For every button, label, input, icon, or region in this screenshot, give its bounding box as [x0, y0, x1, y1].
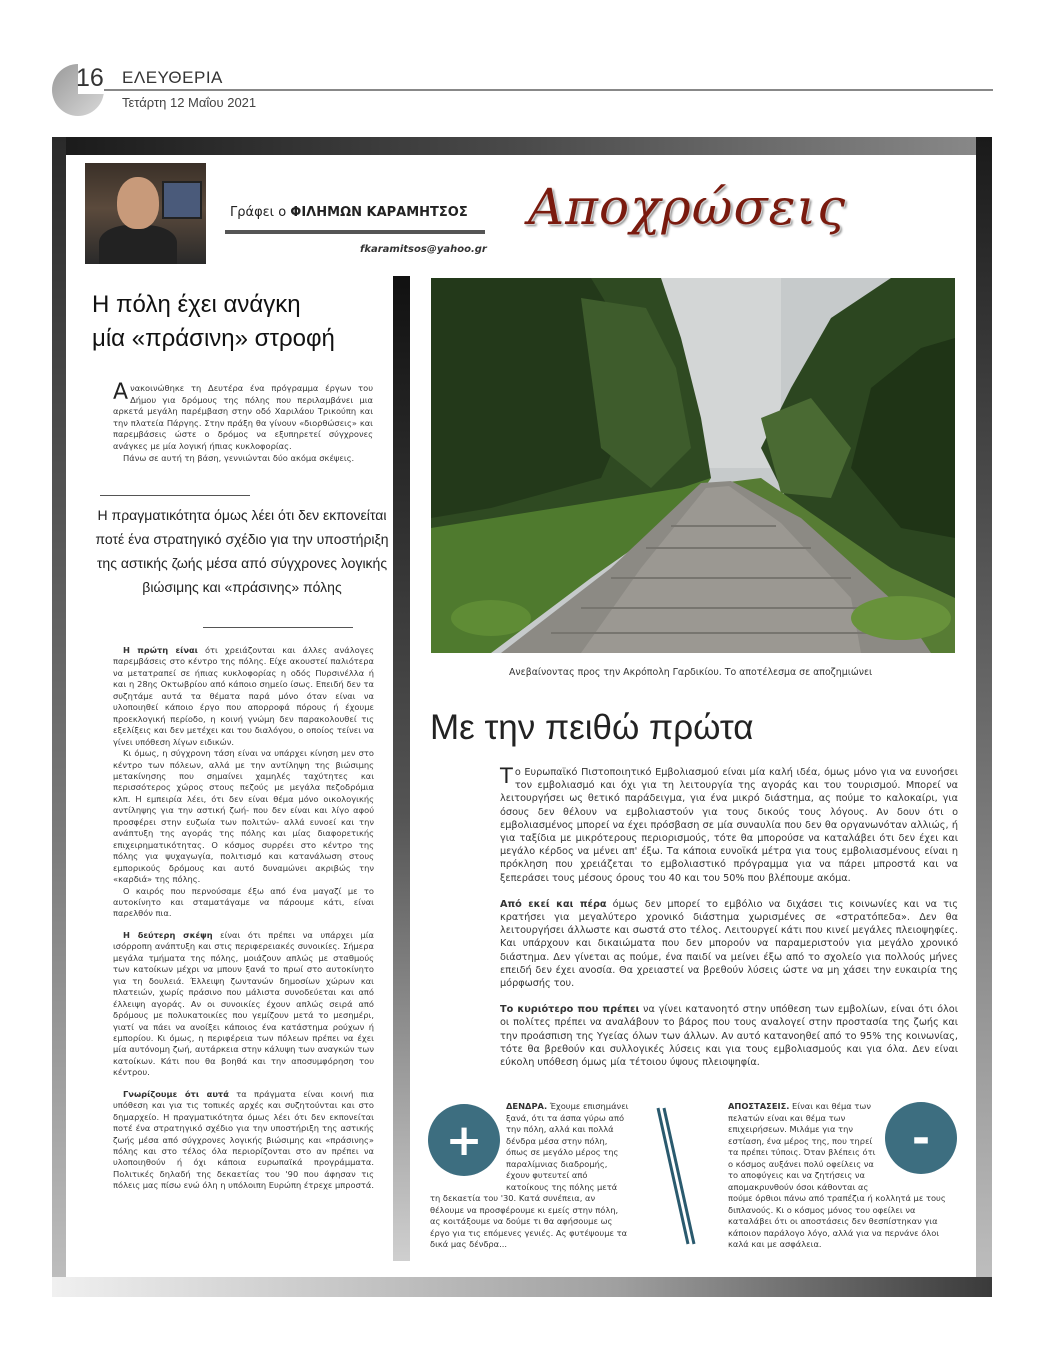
plus-box-text: ΔΕΝΔΡΑ. Έχουμε επισημάνει ξανά, ότι τα άσπα γύρω από την πόλη, αλλά και πολλά δένδρα μέσα στην πόλη, όπως σε μεγάλο μέρος της παραλίμνιας διαδρομής, έχουν φυτευτεί από κατοίκους της πόλης μετά τη δεκαετία του '30. Κατά συνέπεια, αν θέλουμε να προσφέρουμε κι εμείς στην πόλη, ας κοιτάξουμε να δούμε τι θα αφήσουμε ως έργο για τις επόμενες γενιές. Ας φυτέψουμε τα δικά μας δένδρα... — [430, 1101, 629, 1249]
slash-divider-icon — [656, 1106, 696, 1250]
byline-prefix: Γράφει ο — [230, 205, 287, 220]
column-logo: Αποχρώσεις — [528, 178, 847, 236]
author-byline — [230, 205, 468, 220]
author-name: ΦΙΛΗΜΩΝ ΚΑΡΑΜΗΤΣΟΣ — [290, 205, 468, 220]
plus-icon: + — [428, 1104, 500, 1176]
pullquote-rule-top — [100, 495, 250, 496]
frame-left-bar — [52, 137, 66, 1297]
header-rule — [104, 89, 993, 91]
page-number: 16 — [76, 64, 104, 92]
dropcap: Α — [113, 380, 129, 405]
left-article-title: Η πόλη έχει ανάγκη μία «πράσινη» στροφή — [92, 291, 335, 352]
right-article-body: Το Ευρωπαϊκό Πιστοποιητικό Εμβολιασμού είναι μία καλή ιδέα, όμως μόνο για να ευνοήσει τον εμβολιασμό και όχι για τη λειτουργία της αγοράς και του τουρισμού. Μπορεί να λειτουργήσει ως θετικό παράδειγμα, για ένα μικρό διάστημα, ας πούμε το καλοκαίρι, για όσους δεν θέλουν να εμβολιαστούν για τους δικούς τους λόγους. Αν δουν ότι ο εμβολιασμένος μπορεί να έχει πρόσβαση σε μία συναυλία που δεν θα οργανωνόταν αλλιώς, ή για ταξίδια με μικρότερους περιορισμούς, τότε θα μπορούσε να καταλάβει ότι δεν έχει και μεγάλο κέρδος να μένει απ' έξω. Τα κάποια ευνοϊκά μέτρα για τους εμβολιασμένους είναι η πρόκληση που χρειάζεται το εμβολιαστικό πρόγραμμα για να πάρει μπροστά και να ξεπεράσει τους μέσους όρους του 40 και του 50% που βλέπουμε ακόμα. Από εκεί και πέρα όμως δεν μπορεί το εμβόλιο να διχάσει τις κοινωνίες και να τις κρατήσει για μεγαλύτερο χρονικό διάστημα χωρισμένες σε «στρατόπεδα». Δεν θα λειτουργήσει άλλωστε και σωστά στο τέλος. Λειτουργεί κάτι που κινεί μεγάλες πλειοψηφίες. Και υπάρχουν και δικαιώματα που δεν μπορούν να παραμεριστούν για μεγάλο χρονικό διάστημα. Δεν γίνεται ας πούμε, ένα παιδί να μείνει έξω από το σχολείο για πολλούς μήνες επειδή δεν έχει ανοσία. Θα χρειαστεί να βρεθούν λύσεις ώστε να μη χάσει την ευκαιρία της μόρφωσής του. Το κυριότερο που πρέπει να γίνει κατανοητό στην υπόθεση των εμβολίων, είναι ότι όλοι οι πολίτες πρέπει να αναλάβουν το βάρος που τους αναλογεί στην προστασία της ζωής και την προάσπιση της Υγείας όλων των άλλων. Αν αυτό κατανοηθεί από το 95% της κοινωνίας, τότε θα βρεθούν και συλλογικές λύσεις και για τους εμβολιασμούς και για όλα. Δεν είναι εύκολη υπόθεση όμως μία τέτοιου ύψους πλειοψηφία. — [500, 764, 958, 1069]
left-article-body: Η πρώτη είναι ότι χρειάζονται και άλλες ανάλογες παρεμβάσεις στο κέντρο της πόλης. Είχε ακουστεί παλιότερα να μετατραπεί σε ήπιας κυκλοφορίας η οδός Πυρσινέλλα ή και η 28ης Οκτωβρίου από κάποιο σημείο ίσως. Επειδή δεν τα συζητάμε αυτά τα θέματα παρά μόνο όταν είναι να υλοποιηθεί κάποιο έργο που απορροφά πόρους ή έχουμε προεκλογική περίοδο, η κοινή γνώμη δεν παρακολουθεί τις εξελίξεις και δεν μετέχει και του διαλόγου, ο οποίος τείνει να γίνει υπόθεση λίγων ειδικών. Κι όμως, η σύγχρονη τάση είναι να υπάρχει κίνηση μεν στο κέντρο των πόλεων, αλλά με την αντίληψη της βιώσιμης μετακίνησης που σημαίνει χαμηλές ταχύτητες και περισσότερος χώρος στους πεζούς με μεγάλα πεζοδρόμια κλπ. Η εμπειρία λέει, ότι δεν είναι θέμα μόνο οικολογικής αντίληψης για την αστική ζωή- που δεν είναι και λίγο αφού προσφέρει στην ευζωία των πολιτών- αλλά ευνοεί και την ανάπτυξη της αγοράς της πόλης και μίας διαφορετικής επιχειρηματικότητας. Ο κόσμος συρρέει στο κέντρο της πόλης για ψυχαγωγία, πολιτισμό και κατανάλωση στους εμπορικούς δρόμους και αυτό δυναμώνει ακριβώς την «καρδιά» της πόλης. Ο καιρός που περνούσαμε έξω από ένα μαγαζί με το αυτοκίνητο και σταματάγαμε να πάρουμε κάτι, είναι παρελθόν πια. Η δεύτερη σκέψη είναι ότι πρέπει να υπάρχει μία ισόρροπη ανάπτυξη και στις περιφερειακές συνοικίες. Σήμερα μεγάλα τμήματα της πόλης, μοιάζουν απλώς με σταθμούς των κατοίκων μέχρι να μπουν ξανά το πρωί στο αυτοκίνητο για τη δουλειά. Έλλειψη ζωντανών δημοσίων χώρων και πλατειών, χωρίς πράσινο που μάλιστα συνοδεύεται και από έλλειψη αγοράς. Αν οι συνοικίες έχουν απλώς σειρά από δρόμους με πολυκατοικίες που γεμίζουν μετά το μεσημέρι, γιατί να πάει να ανοίξει κάποιος ένα κατάστημα ρούχων ή εμπορίου. Κι όμως, η περιφέρεια των πόλεων πρέπει να έχει μία αυτόνομη ζωή, αυτάρκεια στην κάλυψη των αναγκών των κατοίκων. Κάτι που θα βοηθά και την αποσυμφόρηση του κέντρου. Γνωρίζουμε ότι αυτά τα πράγματα είναι κοινή πια υπόθεση και για τις τοπικές αρχές και συζητούνται και στο δημαρχείο. Η πραγματικότητα όμως λέει ότι δεν εκπονείται ποτέ ένα στρατηγικό σχέδιο για την υποστήριξη της αστικής ζωής μέσα από σύγχρονες λογικής βιώσιμης και «πράσινης» πόλης και στο τέλος όλα περιορίζονται στο αν πρέπει να υλοποιηθούν ή όχι κάποια ευρωπαϊκά προγράμματα. Πολιτικές δηλαδή της δεκαετίας του '90 που άφησαν τις πόλεις μας πίσω ενώ όλη η υπόλοιπη Ευρώπη έτρεχε μπροστά. — [113, 645, 375, 1191]
pullquote-rule-bottom — [203, 627, 353, 628]
dropcap: Τ — [500, 764, 513, 788]
article-photo-forest-road — [431, 278, 955, 653]
frame-right-bar — [976, 137, 992, 1297]
minus-box-text: ΑΠΟΣΤΑΣΕΙΣ. Είναι και θέμα των πελατών είναι και θέμα των επιχειρήσεων. Μιλάμε για την εστίαση, ένα μέρος της, που τηρεί τα πρέπει τύποις. Όταν βλέπεις ότι ο κόσμος αυξάνει πολύ οφείλεις να το αποφύγεις και να ζητήσεις να απομακρυνθούν όσοι κάθονται ας πούμε όρθιοι πάνω από τραπέζια ή κολλητά με τους διπλανούς. Κι ο κόσμος μόνος του οφείλει να καταλάβει ότι οι αποστάσεις δεν θεσπίστηκαν για κάποιον παράλογο λόγο, αλλά για να περνάνε όλοι καλά και με ασφάλεια. — [728, 1101, 946, 1249]
byline-rule — [225, 230, 485, 234]
frame-bottom-bar — [52, 1277, 992, 1297]
left-article-lead: Α νακοινώθηκε τη Δευτέρα ένα πρόγραμμα έργων του Δήμου για δρόμους της πόλης που περιλαμβάνει μια αρκετά μεγάλη παρέμβαση στην οδό Χαριλάου Τρικούπη και την πλατεία Πάργης. Στην πράξη θα γίνουν «διορθώσεις» και παρεμβάσεις ώστε ο δρόμος να εξυπηρετεί σύγχρονες ανάγκες με μία λογική ήπιας κυκλοφορίας. Πάνω σε αυτή τη βάση, γεννιώνται δύο ακόμα σκέψεις. — [113, 380, 373, 463]
author-photo — [85, 163, 206, 264]
right-article-title: Με την πειθώ πρώτα — [430, 708, 754, 747]
issue-date: Τετάρτη 12 Μαΐου 2021 — [122, 95, 257, 110]
newspaper-name: ΕΛΕΥΘΕΡΙΑ — [122, 68, 223, 87]
author-email[interactable]: fkaramitsos@yahoo.gr — [360, 244, 487, 255]
frame-top-bar — [52, 137, 992, 155]
pullquote: Η πραγματικότητα όμως λέει ότι δεν εκπονείται ποτέ ένα στρατηγικό σχέδιο για την υποστήριξη της αστικής ζωής μέσα από σύγχρονες λογικής βιώσιμης και «πράσινης» πόλης — [95, 507, 389, 595]
column-divider — [393, 276, 410, 1261]
photo-caption: Ανεβαίνοντας προς την Ακρόπολη Γαρδικίου. Το αποτέλεσμα σε αποζημιώνει — [509, 667, 873, 678]
minus-icon: - — [885, 1102, 957, 1174]
